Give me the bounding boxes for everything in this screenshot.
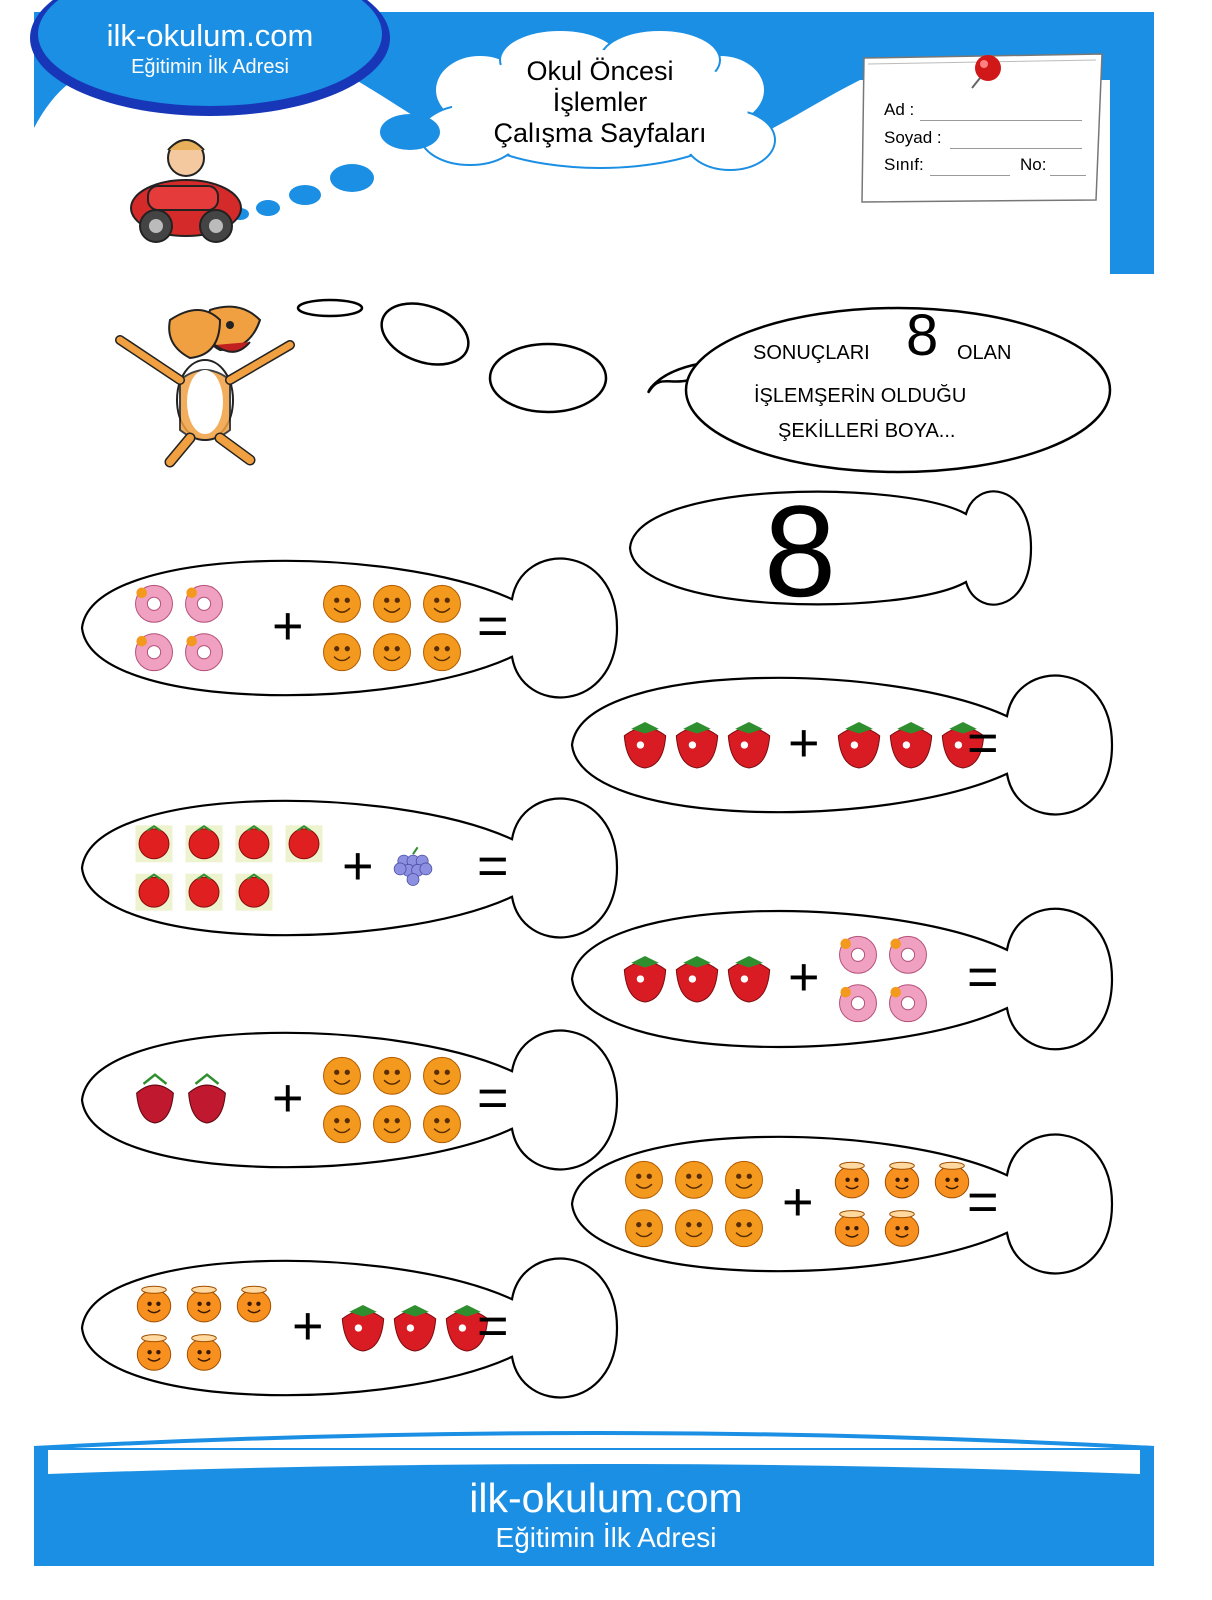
donut-character-icon	[186, 585, 223, 622]
plus-sign: +	[272, 1068, 304, 1128]
target-number: 8	[763, 478, 837, 624]
equals-sign: =	[477, 1068, 509, 1128]
soyad-label: Soyad :	[884, 128, 942, 147]
orange-character-icon	[324, 1057, 361, 1094]
tomato-icon	[236, 825, 273, 862]
title-line-1: Okul Öncesi	[526, 56, 674, 86]
problem-balloon[interactable]	[572, 676, 1112, 815]
orange-character-icon	[424, 1106, 461, 1143]
instruction-text-line2: İŞLEMŞERİN OLDUĞU	[754, 385, 967, 407]
no-label: No:	[1020, 155, 1047, 174]
donut-character-icon	[890, 985, 927, 1022]
plus-sign: +	[292, 1296, 324, 1356]
orange-character-icon	[676, 1210, 713, 1247]
orange-character-icon	[726, 1210, 763, 1247]
donut-character-icon	[840, 936, 877, 973]
footer-site-name: ilk-okulum.com	[469, 1475, 743, 1521]
header-site-name: ilk-okulum.com	[106, 18, 314, 53]
plus-sign: +	[788, 947, 820, 1007]
equals-sign: =	[967, 713, 999, 773]
orange-character-icon	[374, 1057, 411, 1094]
equals-sign: =	[477, 836, 509, 896]
orange-character-icon	[324, 1106, 361, 1143]
orange-character-icon	[424, 1057, 461, 1094]
ad-label: Ad :	[884, 100, 915, 119]
orange-character-icon	[374, 1106, 411, 1143]
donut-character-icon	[136, 634, 173, 671]
tomato-icon	[136, 825, 173, 862]
title-line-2: İşlemler	[552, 87, 648, 117]
donut-character-icon	[186, 634, 223, 671]
donut-character-icon	[890, 936, 927, 973]
donut-character-icon	[840, 985, 877, 1022]
plus-sign: +	[782, 1172, 814, 1232]
problem-balloon[interactable]	[572, 1135, 1112, 1274]
orange-character-icon	[626, 1161, 663, 1198]
header-tagline: Eğitimin İlk Adresi	[131, 56, 289, 78]
tomato-icon	[236, 874, 273, 911]
orange-character-icon	[676, 1161, 713, 1198]
footer-tagline: Eğitimin İlk Adresi	[495, 1522, 717, 1553]
problem-balloon[interactable]	[82, 1259, 617, 1398]
orange-character-icon	[424, 585, 461, 622]
title-line-3: Çalışma Sayfaları	[493, 118, 707, 148]
plus-sign: +	[272, 596, 304, 656]
problem-balloon[interactable]	[82, 799, 617, 938]
tomato-icon	[136, 874, 173, 911]
equals-sign: =	[967, 1172, 999, 1232]
plus-sign: +	[788, 713, 820, 773]
orange-character-icon	[374, 634, 411, 671]
problem-balloon[interactable]	[82, 559, 617, 698]
equals-sign: =	[477, 1296, 509, 1356]
problem-balloon[interactable]	[82, 1031, 617, 1170]
equals-sign: =	[477, 596, 509, 656]
instruction-text-part1: SONUÇLARI	[753, 342, 870, 364]
orange-character-icon	[374, 585, 411, 622]
equals-sign: =	[967, 947, 999, 1007]
tomato-icon	[186, 874, 223, 911]
instruction-number: 8	[906, 303, 939, 368]
orange-character-icon	[324, 585, 361, 622]
problem-balloon[interactable]	[572, 909, 1112, 1050]
instruction-text-part2: OLAN	[957, 342, 1012, 364]
tomato-icon	[286, 825, 323, 862]
orange-character-icon	[626, 1210, 663, 1247]
tomato-icon	[186, 825, 223, 862]
orange-character-icon	[424, 634, 461, 671]
sinif-label: Sınıf:	[884, 155, 924, 174]
donut-character-icon	[136, 585, 173, 622]
instruction-text-line3: ŞEKİLLERİ BOYA...	[778, 420, 956, 442]
orange-character-icon	[324, 634, 361, 671]
plus-sign: +	[342, 836, 374, 896]
orange-character-icon	[726, 1161, 763, 1198]
